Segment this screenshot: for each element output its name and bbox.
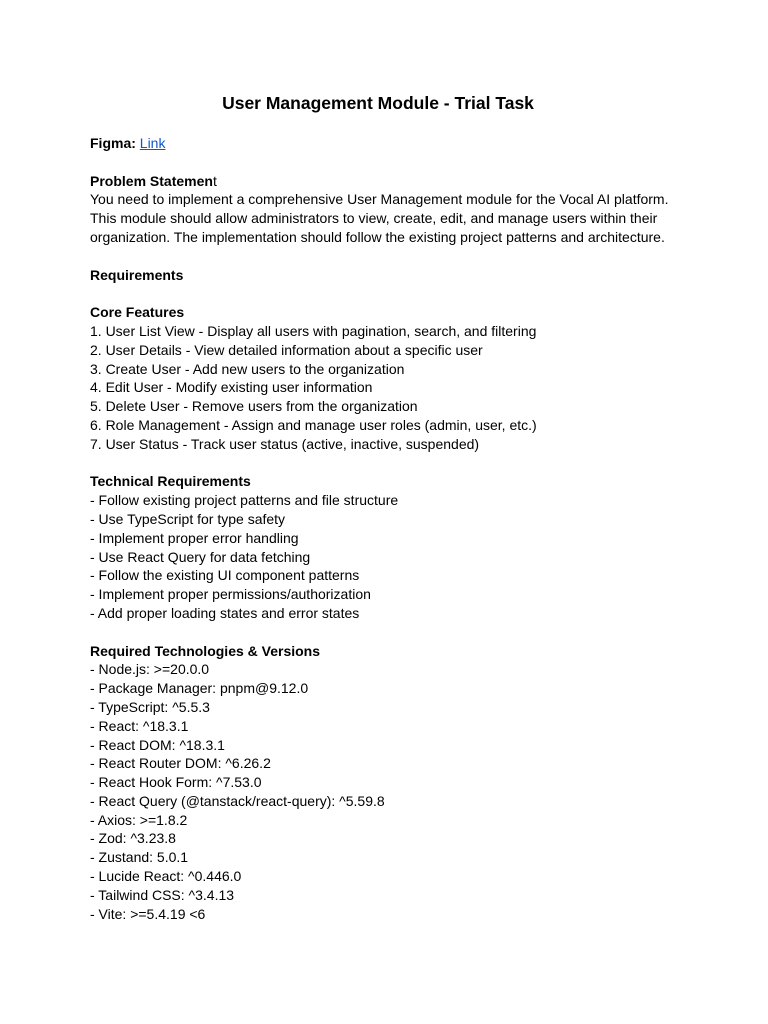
- core-features-list: [90, 322, 690, 454]
- list-item: - Lucide React: ^0.446.0: [90, 868, 242, 885]
- list-item: - Zod: ^3.23.8: [90, 830, 176, 847]
- technologies-heading: Required Technologies & Versions: [90, 642, 321, 659]
- list-item: - React Query (@tanstack/react-query): ^5.59.8: [90, 792, 385, 809]
- technologies-list: [90, 660, 690, 923]
- core-features-heading: Core Features: [90, 304, 185, 321]
- list-item: - React DOM: ^18.3.1: [90, 736, 225, 753]
- problem-statement-heading: [90, 172, 690, 191]
- list-item: 6. Role Management - Assign and manage user roles (admin, user, etc.): [90, 416, 537, 433]
- requirements-heading: Requirements: [90, 266, 184, 283]
- technical-requirements-section: [90, 472, 690, 622]
- technical-requirements-list: [90, 491, 690, 623]
- list-item: - Zustand: 5.0.1: [90, 849, 189, 866]
- list-item: - Follow existing project patterns and file structure: [90, 492, 399, 509]
- problem-statement-body: You need to implement a comprehensive User Management module for the Vocal AI platform. This module should allow administrators to view, create, edit, and manage users within their organization. The implementation should follow the existing project patterns and architecture.: [90, 191, 669, 245]
- list-item: - Axios: >=1.8.2: [90, 811, 188, 828]
- figma-label: Figma:: [90, 135, 136, 151]
- list-item: - Vite: >=5.4.19 <6: [90, 905, 206, 922]
- list-item: - Follow the existing UI component patterns: [90, 567, 360, 584]
- list-item: - Implement proper permissions/authorization: [90, 586, 371, 603]
- list-item: - React: ^18.3.1: [90, 717, 189, 734]
- list-item: - Package Manager: pnpm@9.12.0: [90, 680, 309, 697]
- technical-requirements-heading: Technical Requirements: [90, 473, 251, 490]
- list-item: - Add proper loading states and error states: [90, 604, 360, 621]
- list-item: - Use React Query for data fetching: [90, 548, 311, 565]
- figma-line: [90, 134, 690, 153]
- problem-statement-heading-main: Problem Statemen: [90, 172, 213, 189]
- core-features-section: [90, 303, 690, 453]
- list-item: - Implement proper error handling: [90, 529, 299, 546]
- list-item: - Tailwind CSS: ^3.4.13: [90, 886, 235, 903]
- list-item: - Node.js: >=20.0.0: [90, 661, 210, 678]
- figma-link[interactable]: Link: [139, 135, 166, 151]
- list-item: - React Router DOM: ^6.26.2: [90, 755, 271, 772]
- list-item: - React Hook Form: ^7.53.0: [90, 774, 262, 791]
- list-item: - TypeScript: ^5.5.3: [90, 698, 210, 715]
- list-item: 5. Delete User - Remove users from the organization: [90, 398, 418, 415]
- problem-statement-section: [90, 172, 690, 247]
- page-title: User Management Module - Trial Task: [222, 93, 534, 113]
- list-item: 1. User List View - Display all users with pagination, search, and filtering: [90, 322, 537, 339]
- list-item: - Use TypeScript for type safety: [90, 510, 286, 527]
- list-item: 2. User Details - View detailed information about a specific user: [90, 341, 483, 358]
- technologies-section: [90, 642, 690, 924]
- requirements-section: [90, 266, 690, 285]
- list-item: 4. Edit User - Modify existing user information: [90, 379, 373, 396]
- problem-statement-heading-tail: t: [212, 172, 217, 189]
- list-item: 7. User Status - Track user status (active, inactive, suspended): [90, 435, 480, 452]
- list-item: 3. Create User - Add new users to the organization: [90, 360, 405, 377]
- document-page: [90, 92, 690, 923]
